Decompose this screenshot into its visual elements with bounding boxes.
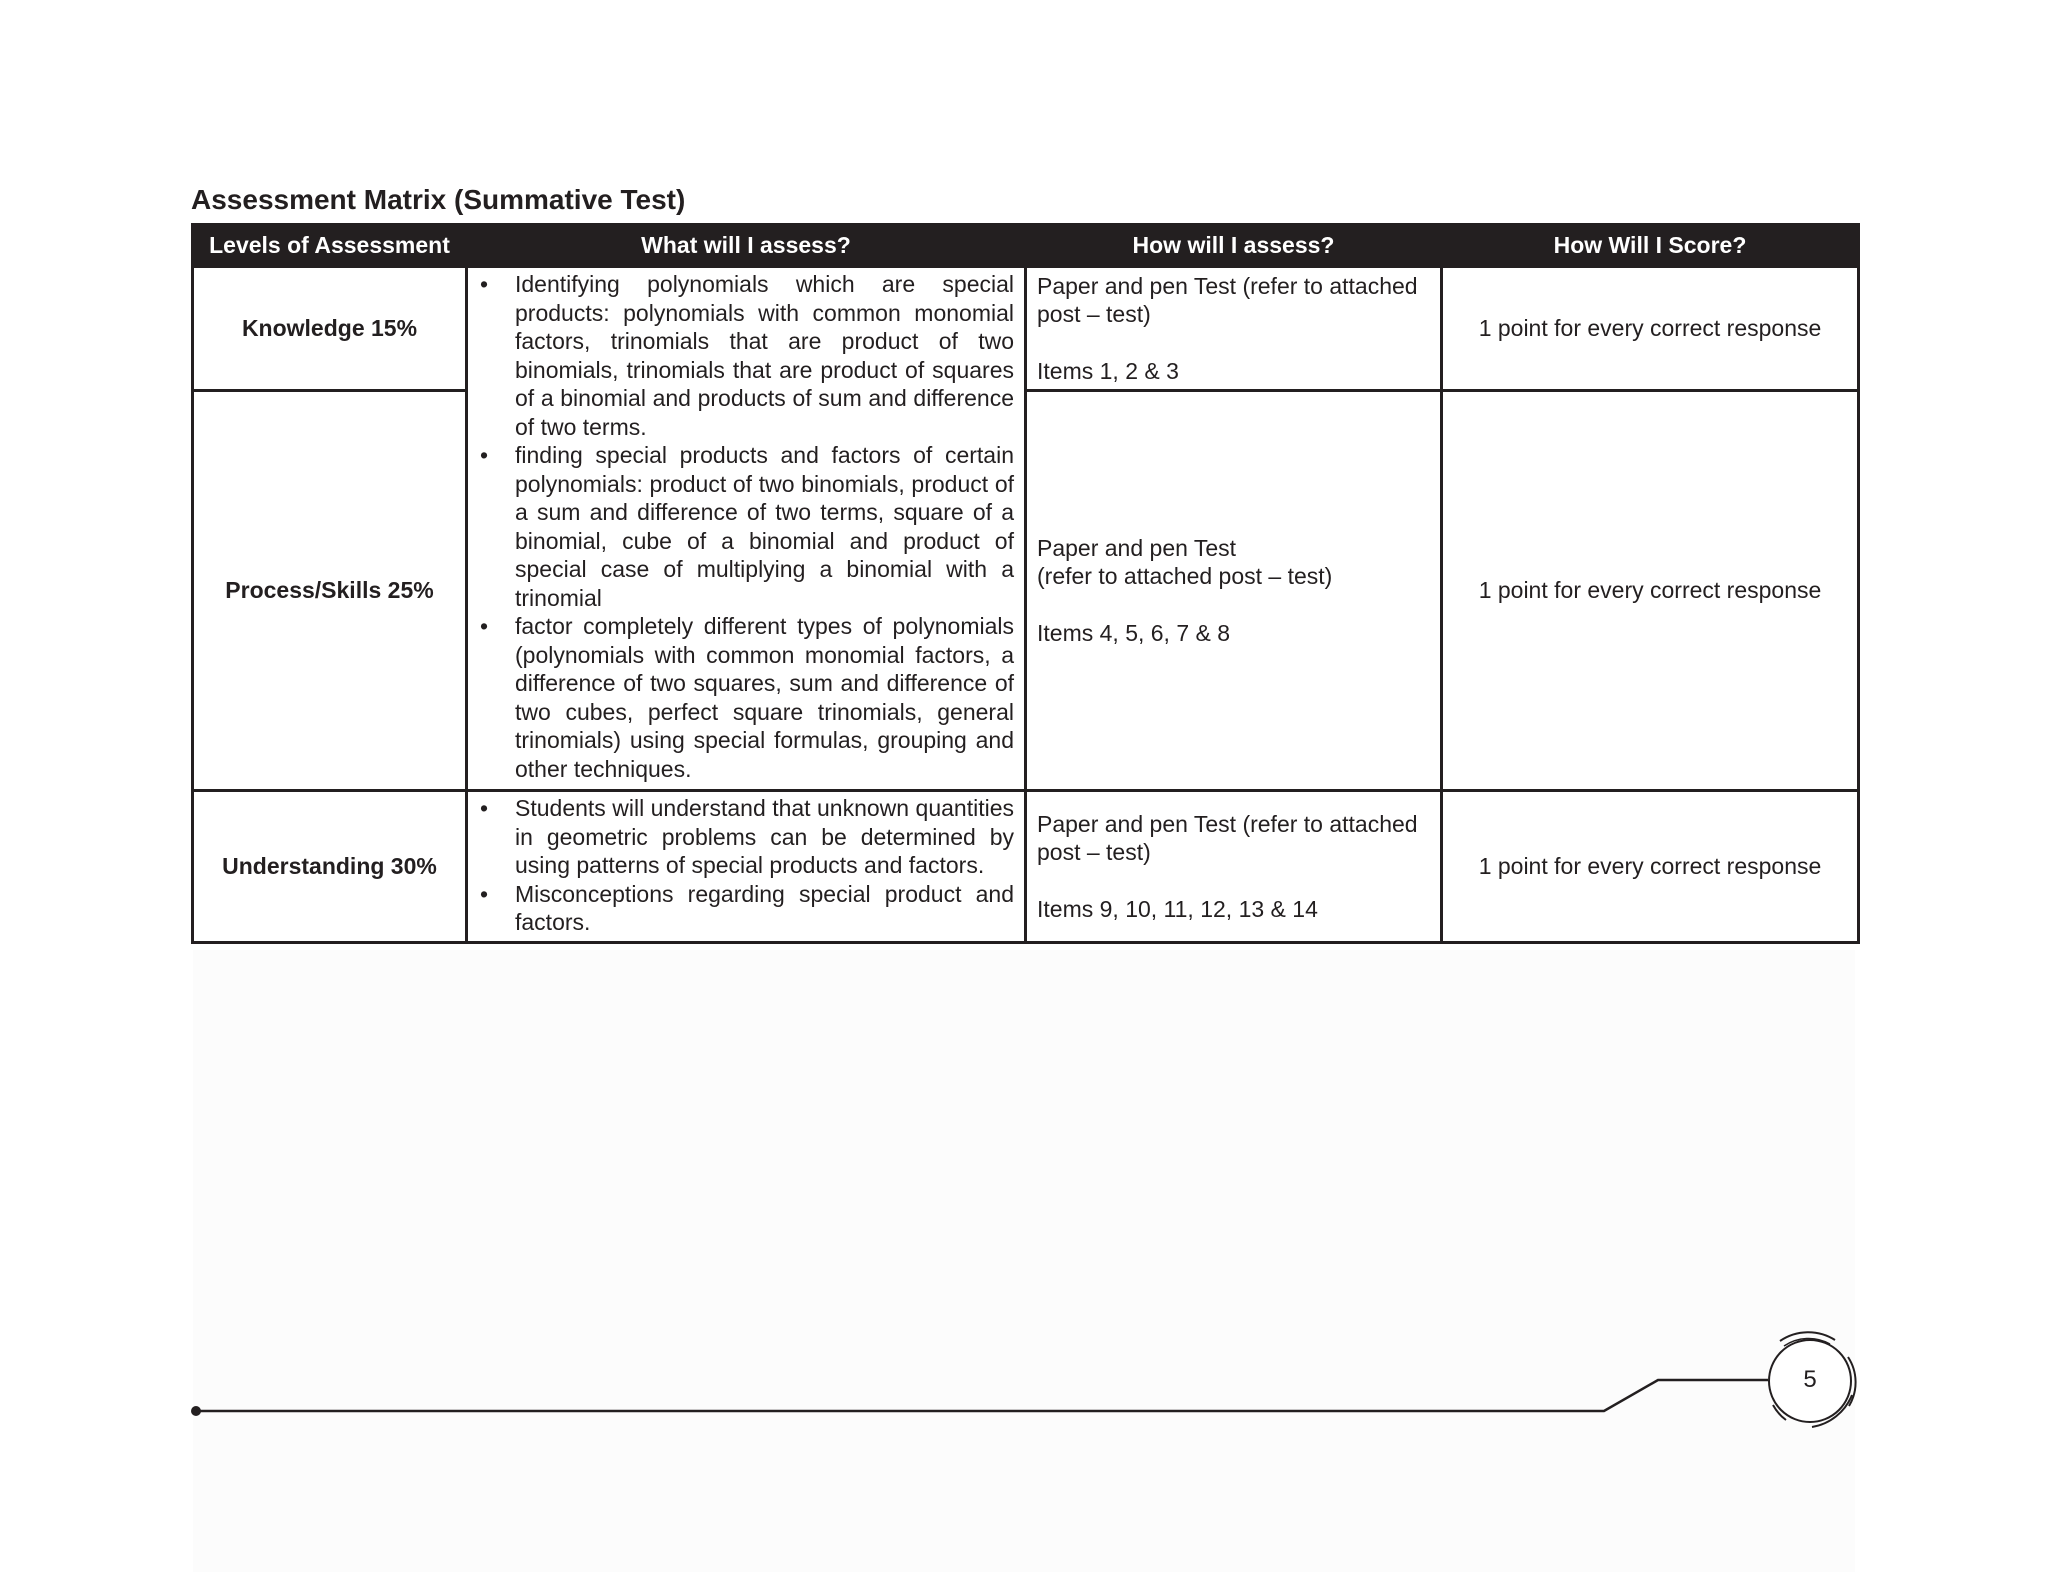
level-cell-knowledge: Knowledge 15% <box>193 267 467 391</box>
score-cell-knowledge: 1 point for every correct response <box>1442 267 1859 391</box>
score-cell-process-skills: 1 point for every correct response <box>1442 391 1859 791</box>
header-score: How Will I Score? <box>1442 225 1859 267</box>
how-cell-knowledge: Paper and pen Test (refer to attached post – test) Items 1, 2 & 3 <box>1026 267 1442 391</box>
footer-rule-line <box>196 1380 1768 1411</box>
list-item-text: Misconceptions regarding special product and factors. <box>515 880 1014 935</box>
how-cell-understanding: Paper and pen Test (refer to attached post – test) Items 9, 10, 11, 12, 13 & 14 <box>1026 791 1442 943</box>
bullet-marker: • <box>480 613 489 639</box>
level-cell-understanding: Understanding 30% <box>193 791 467 943</box>
bullet-marker: • <box>480 795 489 821</box>
bullet-marker: • <box>480 880 489 907</box>
bullet-marker: • <box>480 442 489 468</box>
page-number: 5 <box>1803 1366 1817 1393</box>
header-how: How will I assess? <box>1026 225 1442 267</box>
header-what: What will I assess? <box>467 225 1026 267</box>
bullet-marker: • <box>480 271 489 297</box>
header-levels: Levels of Assessment <box>193 225 467 267</box>
list-item-text: finding special products and factors of certain polynomials: product of two binomials, product of a sum and difference of two terms, square of a binomial, cube of a binomial and product of special case of multiplying a binomial with a trinomial <box>515 442 1014 611</box>
list-item-text: Identifying polynomials which are special products: polynomials with common monomial factors, trinomials that are product of two binomials, trinomials that are product of squares of a binomial and products of sum and difference of two terms. <box>515 271 1014 440</box>
list-item-text: Students will understand that unknown quantities in geometric problems can be determined by using patterns of special products and factors. <box>515 795 1014 878</box>
list-item-text: factor completely different types of polynomials (polynomials with common monomial factors, a difference of two squares, sum and difference of two cubes, perfect square trinomials, general trinomials) using special formulas, grouping and other techniques. <box>515 613 1014 782</box>
document-title: Assessment Matrix (Summative Test) <box>191 184 686 215</box>
how-cell-process-skills: Paper and pen Test (refer to attached post – test) Items 4, 5, 6, 7 & 8 <box>1026 391 1442 791</box>
level-cell-process-skills: Process/Skills 25% <box>193 391 467 791</box>
score-cell-understanding: 1 point for every correct response <box>1442 791 1859 943</box>
